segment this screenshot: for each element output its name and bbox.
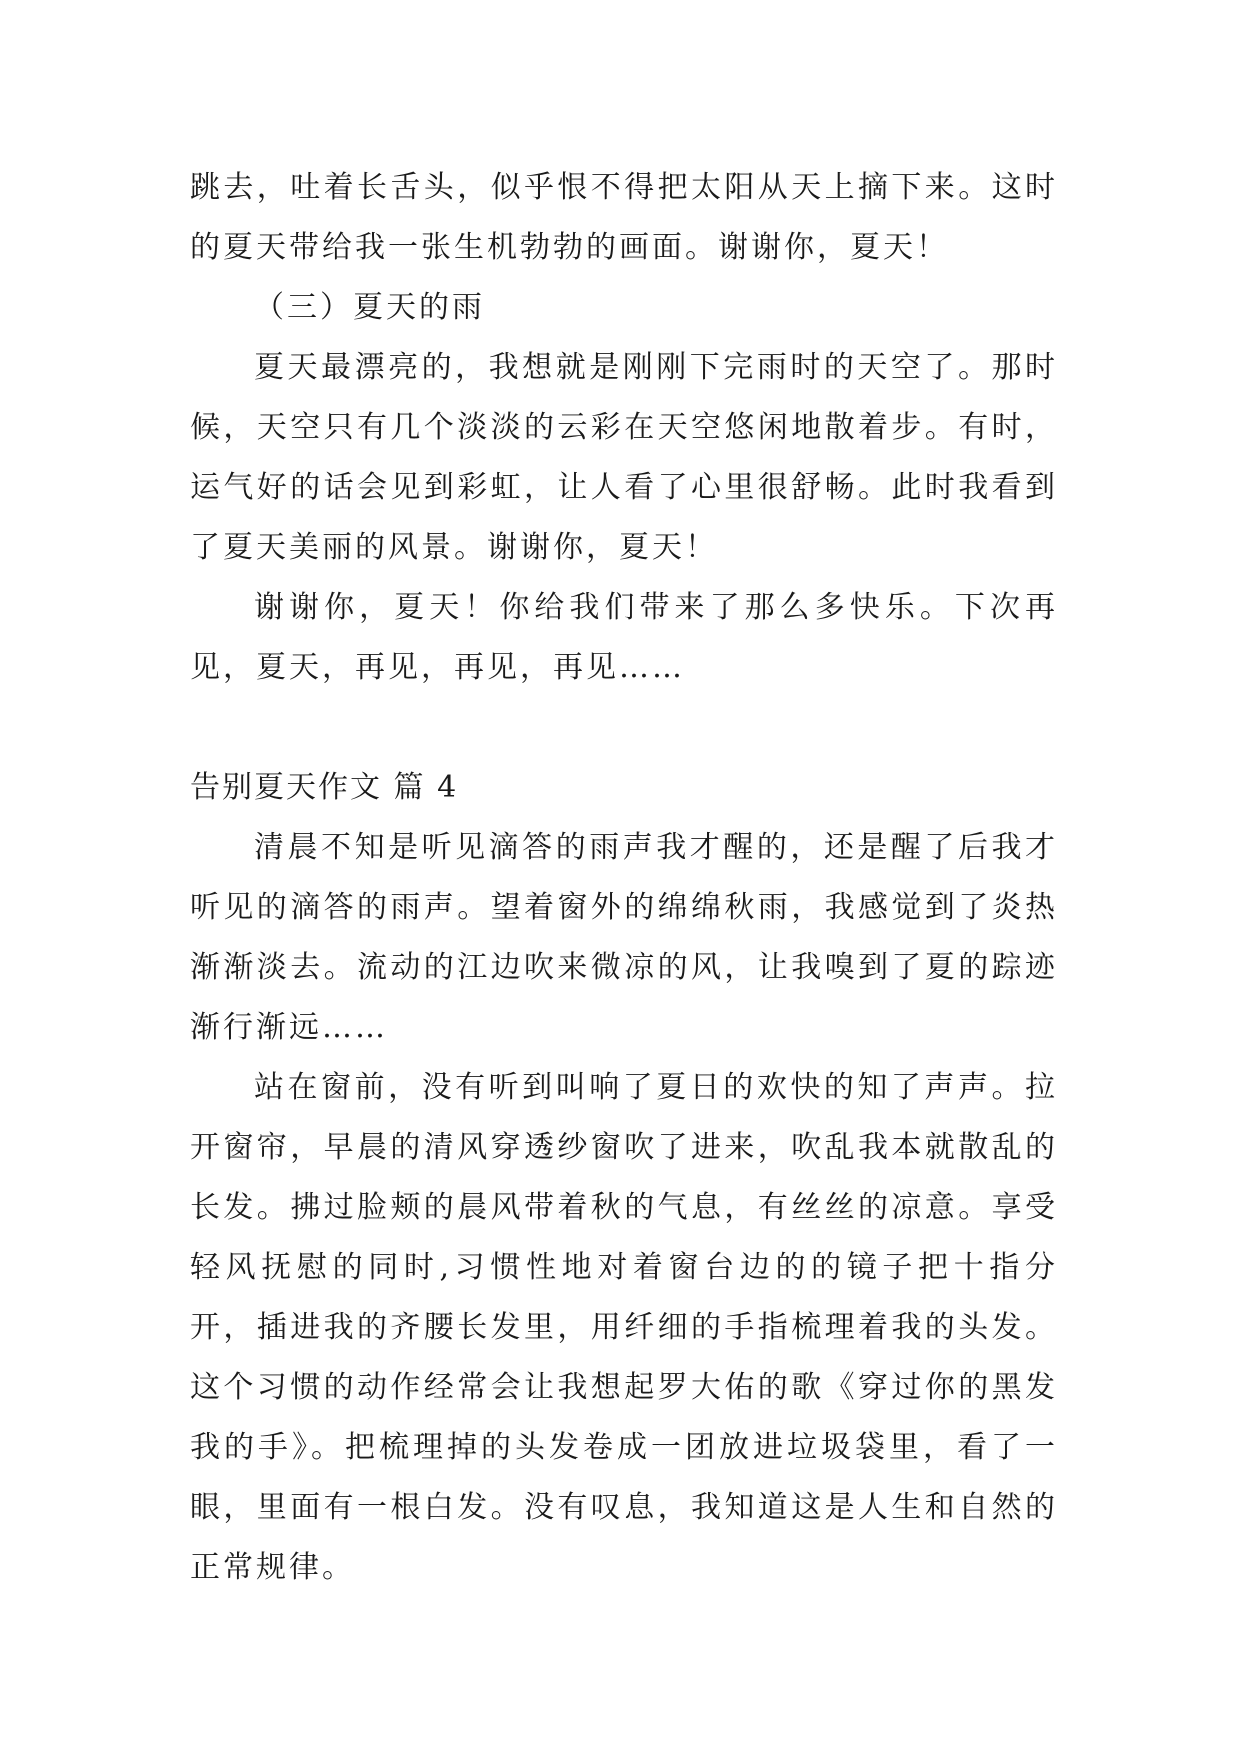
subheading-summer-rain: （三）夏天的雨 <box>254 290 485 325</box>
document-body <box>190 158 1058 1598</box>
paragraph-summer-rain: 夏天最漂亮的，我想就是刚刚下完雨时的天空了。那时候，天空只有几个淡淡的云彩在天空悠闲地散着步。有时，运气好的话会见到彩虹，让人看了心里很舒畅。此时我看到了夏天美丽的风景。谢谢你，夏天！ <box>190 350 1058 565</box>
section-title: 告别夏天作文 篇 4 <box>190 770 459 805</box>
paragraph-thanks-summer: 谢谢你，夏天！你给我们带来了那么多快乐。下次再见，夏天，再见，再见，再见…… <box>190 590 1058 685</box>
paragraph-by-window: 站在窗前，没有听到叫响了夏日的欢快的知了声声。拉开窗帘，早晨的清风穿透纱窗吹了进来，吹乱我本就散乱的长发。拂过脸颊的晨风带着秋的气息，有丝丝的凉意。享受轻风抚慰的同时,习惯性地对着窗台边的的镜子把十指分开，插进我的齐腰长发里，用纤细的手指梳理着我的头发。这个习惯的动作经常会让我想起罗大佑的歌《穿过你的黑发我的手》。把梳理掉的头发卷成一团放进垃圾袋里，看了一眼，里面有一根白发。没有叹息，我知道这是人生和自然的正常规律。 <box>190 1070 1058 1585</box>
paragraph-summer-sun-ending: 跳去，吐着长舌头，似乎恨不得把太阳从天上摘下来。这时的夏天带给我一张生机勃勃的画面。谢谢你，夏天！ <box>190 170 1058 265</box>
paragraph-morning-rain: 清晨不知是听见滴答的雨声我才醒的，还是醒了后我才听见的滴答的雨声。望着窗外的绵绵秋雨，我感觉到了炎热渐渐淡去。流动的江边吹来微凉的风，让我嗅到了夏的踪迹渐行渐远…… <box>190 830 1058 1045</box>
